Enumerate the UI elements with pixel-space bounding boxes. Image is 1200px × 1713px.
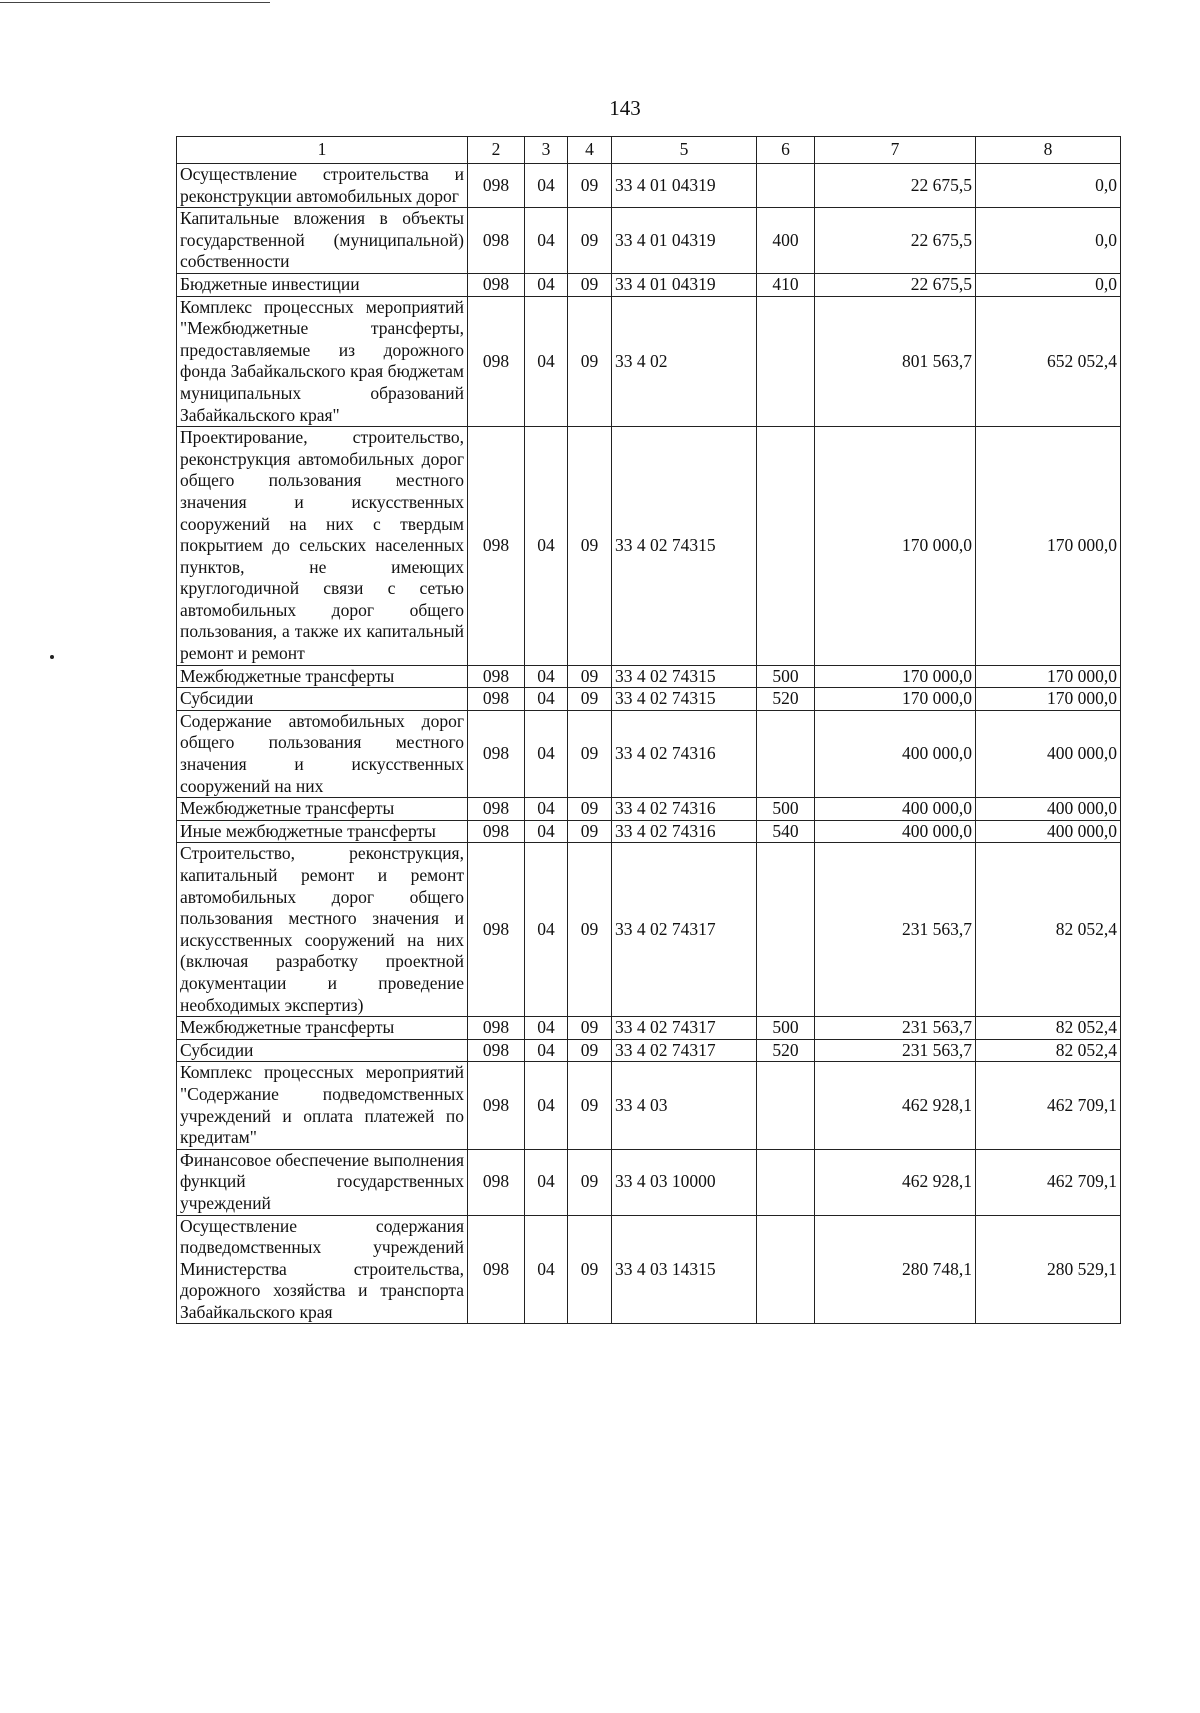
target-code-cell: 33 4 03 <box>612 1062 757 1149</box>
table-row <box>177 273 1121 296</box>
ministry-code-cell: 098 <box>468 665 525 688</box>
ministry-code-cell: 098 <box>468 1062 525 1149</box>
amount-col7-cell: 170 000,0 <box>815 427 976 666</box>
target-code-cell: 33 4 02 74316 <box>612 820 757 843</box>
expense-type-cell: 520 <box>757 688 815 711</box>
target-code-cell: 33 4 02 74317 <box>612 1017 757 1040</box>
expense-type-cell: 520 <box>757 1039 815 1062</box>
section-cell: 04 <box>525 820 568 843</box>
row-name-cell: Финансовое обеспечение выполнения функций государственных учреждений <box>177 1149 468 1215</box>
expense-type-cell <box>757 710 815 797</box>
subsection-cell: 09 <box>568 665 612 688</box>
row-name-cell: Осуществление содержания подведомственных учреждений Министерства строительства, дорожного хозяйства и транспорта Забайкальского края <box>177 1215 468 1324</box>
row-name-cell: Межбюджетные трансферты <box>177 798 468 821</box>
subsection-cell: 09 <box>568 1149 612 1215</box>
amount-col7-cell: 801 563,7 <box>815 296 976 427</box>
section-cell: 04 <box>525 1017 568 1040</box>
ministry-code-cell: 098 <box>468 1039 525 1062</box>
section-cell: 04 <box>525 427 568 666</box>
amount-col8-cell: 82 052,4 <box>976 843 1121 1017</box>
target-code-cell: 33 4 01 04319 <box>612 273 757 296</box>
table-row <box>177 843 1121 1017</box>
table-row <box>177 688 1121 711</box>
amount-col7-cell: 400 000,0 <box>815 820 976 843</box>
ministry-code-cell: 098 <box>468 843 525 1017</box>
ministry-code-cell: 098 <box>468 710 525 797</box>
subsection-cell: 09 <box>568 820 612 843</box>
expense-type-cell: 500 <box>757 798 815 821</box>
amount-col7-cell: 400 000,0 <box>815 710 976 797</box>
subsection-cell: 09 <box>568 1062 612 1149</box>
table-row <box>177 665 1121 688</box>
expense-type-cell <box>757 164 815 208</box>
amount-col8-cell: 0,0 <box>976 208 1121 274</box>
subsection-cell: 09 <box>568 798 612 821</box>
ministry-code-cell: 098 <box>468 1215 525 1324</box>
table-row <box>177 164 1121 208</box>
target-code-cell: 33 4 02 74315 <box>612 427 757 666</box>
section-cell: 04 <box>525 273 568 296</box>
subsection-cell: 09 <box>568 688 612 711</box>
table-row <box>177 1039 1121 1062</box>
target-code-cell: 33 4 02 74315 <box>612 665 757 688</box>
row-name-cell: Капитальные вложения в объекты государственной (муниципальной) собственности <box>177 208 468 274</box>
amount-col7-cell: 22 675,5 <box>815 164 976 208</box>
header-cell: 5 <box>612 137 757 164</box>
target-code-cell: 33 4 03 10000 <box>612 1149 757 1215</box>
target-code-cell: 33 4 01 04319 <box>612 208 757 274</box>
row-name-cell: Строительство, реконструкция, капитальный ремонт и ремонт автомобильных дорог общего пользования местного значения и искусственных сооружений на них (включая разработку проектной документации и проведение необходимых экспертиз) <box>177 843 468 1017</box>
amount-col7-cell: 231 563,7 <box>815 843 976 1017</box>
section-cell: 04 <box>525 710 568 797</box>
target-code-cell: 33 4 02 74317 <box>612 1039 757 1062</box>
target-code-cell: 33 4 02 74315 <box>612 688 757 711</box>
row-name-cell: Бюджетные инвестиции <box>177 273 468 296</box>
subsection-cell: 09 <box>568 296 612 427</box>
expense-type-cell: 410 <box>757 273 815 296</box>
page-number: 143 <box>609 96 641 120</box>
row-name-cell: Комплекс процессных мероприятий "Межбюджетные трансферты, предоставляемые из дорожного фонда Забайкальского края бюджетам муниципальных образований Забайкальского края" <box>177 296 468 427</box>
row-name-cell: Проектирование, строительство, реконструкция автомобильных дорог общего пользования местного значения и искусственных сооружений на них с твердым покрытием до сельских населенных пунктов, не имеющих круглогодичной связи с сетью автомобильных дорог общего пользования, а также их капитальный ремонт и ремонт <box>177 427 468 666</box>
amount-col8-cell: 170 000,0 <box>976 688 1121 711</box>
expense-type-cell: 540 <box>757 820 815 843</box>
expense-type-cell <box>757 1215 815 1324</box>
expense-type-cell <box>757 1062 815 1149</box>
subsection-cell: 09 <box>568 1039 612 1062</box>
section-cell: 04 <box>525 1149 568 1215</box>
expense-type-cell <box>757 1149 815 1215</box>
amount-col8-cell: 400 000,0 <box>976 820 1121 843</box>
amount-col8-cell: 0,0 <box>976 164 1121 208</box>
subsection-cell: 09 <box>568 164 612 208</box>
amount-col8-cell: 82 052,4 <box>976 1039 1121 1062</box>
row-name-cell: Межбюджетные трансферты <box>177 1017 468 1040</box>
amount-col7-cell: 462 928,1 <box>815 1149 976 1215</box>
table-row <box>177 296 1121 427</box>
amount-col8-cell: 170 000,0 <box>976 665 1121 688</box>
ministry-code-cell: 098 <box>468 820 525 843</box>
row-name-cell: Субсидии <box>177 1039 468 1062</box>
subsection-cell: 09 <box>568 710 612 797</box>
target-code-cell: 33 4 02 74317 <box>612 843 757 1017</box>
section-cell: 04 <box>525 798 568 821</box>
table-row <box>177 1062 1121 1149</box>
header-cell: 6 <box>757 137 815 164</box>
section-cell: 04 <box>525 688 568 711</box>
amount-col7-cell: 231 563,7 <box>815 1039 976 1062</box>
header-cell: 2 <box>468 137 525 164</box>
row-name-cell: Комплекс процессных мероприятий "Содержание подведомственных учреждений и оплата платежей по кредитам" <box>177 1062 468 1149</box>
subsection-cell: 09 <box>568 1215 612 1324</box>
ministry-code-cell: 098 <box>468 688 525 711</box>
ministry-code-cell: 098 <box>468 1017 525 1040</box>
expense-type-cell <box>757 843 815 1017</box>
section-cell: 04 <box>525 1062 568 1149</box>
table-row <box>177 1149 1121 1215</box>
amount-col7-cell: 170 000,0 <box>815 665 976 688</box>
amount-col8-cell: 462 709,1 <box>976 1149 1121 1215</box>
target-code-cell: 33 4 02 <box>612 296 757 427</box>
table-row <box>177 427 1121 666</box>
section-cell: 04 <box>525 1039 568 1062</box>
amount-col8-cell: 462 709,1 <box>976 1062 1121 1149</box>
header-row <box>177 137 1121 164</box>
scan-edge-line <box>0 2 270 3</box>
budget-table <box>176 136 1121 1324</box>
expense-type-cell: 400 <box>757 208 815 274</box>
row-name-cell: Иные межбюджетные трансферты <box>177 820 468 843</box>
header-cell: 4 <box>568 137 612 164</box>
header-cell: 8 <box>976 137 1121 164</box>
header-cell: 7 <box>815 137 976 164</box>
subsection-cell: 09 <box>568 1017 612 1040</box>
amount-col7-cell: 170 000,0 <box>815 688 976 711</box>
amount-col8-cell: 0,0 <box>976 273 1121 296</box>
ministry-code-cell: 098 <box>468 798 525 821</box>
section-cell: 04 <box>525 1215 568 1324</box>
ministry-code-cell: 098 <box>468 208 525 274</box>
subsection-cell: 09 <box>568 208 612 274</box>
table-row <box>177 208 1121 274</box>
section-cell: 04 <box>525 843 568 1017</box>
row-name-cell: Субсидии <box>177 688 468 711</box>
expense-type-cell <box>757 427 815 666</box>
amount-col8-cell: 170 000,0 <box>976 427 1121 666</box>
section-cell: 04 <box>525 296 568 427</box>
section-cell: 04 <box>525 665 568 688</box>
amount-col8-cell: 82 052,4 <box>976 1017 1121 1040</box>
subsection-cell: 09 <box>568 843 612 1017</box>
table-row <box>177 710 1121 797</box>
table-row <box>177 1017 1121 1040</box>
expense-type-cell <box>757 296 815 427</box>
section-cell: 04 <box>525 164 568 208</box>
amount-col7-cell: 22 675,5 <box>815 273 976 296</box>
scan-speck <box>50 655 54 659</box>
ministry-code-cell: 098 <box>468 273 525 296</box>
target-code-cell: 33 4 01 04319 <box>612 164 757 208</box>
target-code-cell: 33 4 03 14315 <box>612 1215 757 1324</box>
ministry-code-cell: 098 <box>468 1149 525 1215</box>
table-row <box>177 798 1121 821</box>
ministry-code-cell: 098 <box>468 164 525 208</box>
amount-col8-cell: 652 052,4 <box>976 296 1121 427</box>
subsection-cell: 09 <box>568 273 612 296</box>
expense-type-cell: 500 <box>757 1017 815 1040</box>
target-code-cell: 33 4 02 74316 <box>612 710 757 797</box>
amount-col7-cell: 280 748,1 <box>815 1215 976 1324</box>
ministry-code-cell: 098 <box>468 296 525 427</box>
section-cell: 04 <box>525 208 568 274</box>
table-row <box>177 1215 1121 1324</box>
header-cell: 1 <box>177 137 468 164</box>
row-name-cell: Содержание автомобильных дорог общего пользования местного значения и искусственных сооружений на них <box>177 710 468 797</box>
amount-col7-cell: 231 563,7 <box>815 1017 976 1040</box>
amount-col8-cell: 280 529,1 <box>976 1215 1121 1324</box>
expense-type-cell: 500 <box>757 665 815 688</box>
ministry-code-cell: 098 <box>468 427 525 666</box>
row-name-cell: Осуществление строительства и реконструкции автомобильных дорог <box>177 164 468 208</box>
header-cell: 3 <box>525 137 568 164</box>
amount-col7-cell: 400 000,0 <box>815 798 976 821</box>
target-code-cell: 33 4 02 74316 <box>612 798 757 821</box>
amount-col8-cell: 400 000,0 <box>976 798 1121 821</box>
table-row <box>177 820 1121 843</box>
amount-col8-cell: 400 000,0 <box>976 710 1121 797</box>
row-name-cell: Межбюджетные трансферты <box>177 665 468 688</box>
amount-col7-cell: 22 675,5 <box>815 208 976 274</box>
subsection-cell: 09 <box>568 427 612 666</box>
amount-col7-cell: 462 928,1 <box>815 1062 976 1149</box>
